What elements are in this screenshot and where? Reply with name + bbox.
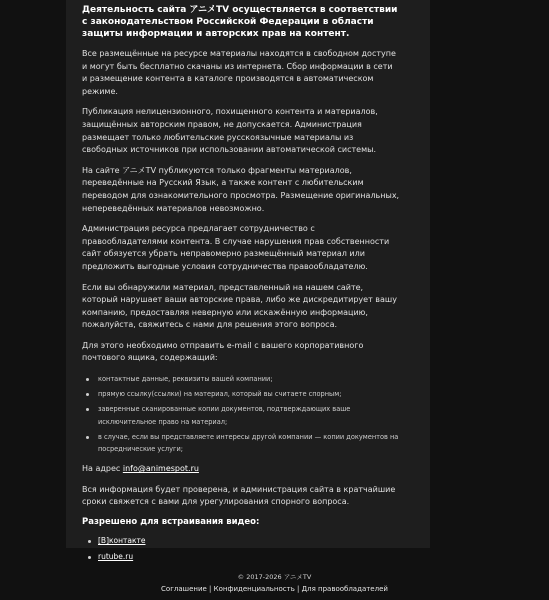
footer xyxy=(0,572,549,595)
article-lead: Деятельность сайта アニメTV осуществляется в соответствии с законодательством Российской Федерации в области защиты информации и авторских прав на контент. xyxy=(82,5,398,39)
privacy-link[interactable]: Конфиденциальность xyxy=(213,585,295,593)
list-item xyxy=(98,535,400,547)
paragraph-email-instructions: Для этого необходимо отправить e-mail с вашего корпоративного почтового ящика, содержащий: xyxy=(82,340,364,363)
vkontakte-link[interactable]: [В]контакте xyxy=(98,536,146,546)
separator: | xyxy=(294,585,302,593)
paragraph-no-unlicensed: Публикация нелицензионного, похищенного контента и материалов, защищённых авторским правом, не допускается. Администрация размещает только любительские русскоязычные материалы из свободных источников при использовании автоматической системы. xyxy=(82,107,378,155)
address-prefix: На адрес xyxy=(82,464,123,474)
rutube-link[interactable]: rutube.ru xyxy=(98,552,134,562)
copyright-article xyxy=(82,4,400,567)
paragraph-report-violation: Если вы обнаружили материал, представленный на нашем сайте, который нарушает ваши авторские права, либо же дискредитирует вашу компанию, предоставляя неверную или искажённую информацию, пожалуйста, свяжитесь с нами для решения этого вопроса. xyxy=(82,282,397,330)
paragraph-fragments: На сайте アニメTV публикуются только фрагменты материалов, переведённые на Русский Язык, а также контент с любительским переводом для ознакомительного просмотра. Размещение оригинальных, непереведённых материалов невозможно. xyxy=(82,165,400,213)
list-item: в случае, если вы представляете интересы другой компании — копии документов на посреднические услуги; xyxy=(98,431,400,455)
list-item xyxy=(98,551,400,563)
list-item: прямую ссылку(ссылки) на материал, который вы считаете спорным; xyxy=(98,388,400,400)
paragraph-closing: Вся информация будет проверена, и администрация сайта в кратчайшие сроки свяжется с вами для урегулирования спорного вопроса. xyxy=(82,484,396,507)
embed-title: Разрешено для встраивания видео: xyxy=(82,517,260,528)
paragraph-free-access: Все размещённые на ресурсе материалы находятся в свободном доступе и могут быть бесплатно скачаны из интернета. Сбор информации в сети и размещение контента в каталоге производятся в автоматическом режиме. xyxy=(82,49,396,96)
email-link[interactable]: info@animespot.ru xyxy=(122,464,199,474)
email-address-line xyxy=(82,463,400,476)
embed-list xyxy=(82,535,400,563)
list-item: заверенные сканированные копии документов, подтверждающих ваше исключительное право на материал; xyxy=(98,403,400,427)
rightholders-link[interactable]: Для правообладателей xyxy=(301,585,388,593)
agreement-link[interactable]: Соглашение xyxy=(161,585,207,593)
requirements-list xyxy=(82,373,400,455)
copyright-text: © 2017-2026 アニメTV xyxy=(237,573,312,581)
list-item: контактные данные, реквизиты вашей компании; xyxy=(98,373,400,385)
separator: | xyxy=(206,585,214,593)
paragraph-cooperation: Администрация ресурса предлагает сотрудничество с правообладателями контента. В случае нарушения прав собственности сайт обязуется убрать неправомерно размещённый материал или предложить выгодные условия сотрудничества правообладателю. xyxy=(82,224,390,271)
footer-links xyxy=(0,583,549,595)
